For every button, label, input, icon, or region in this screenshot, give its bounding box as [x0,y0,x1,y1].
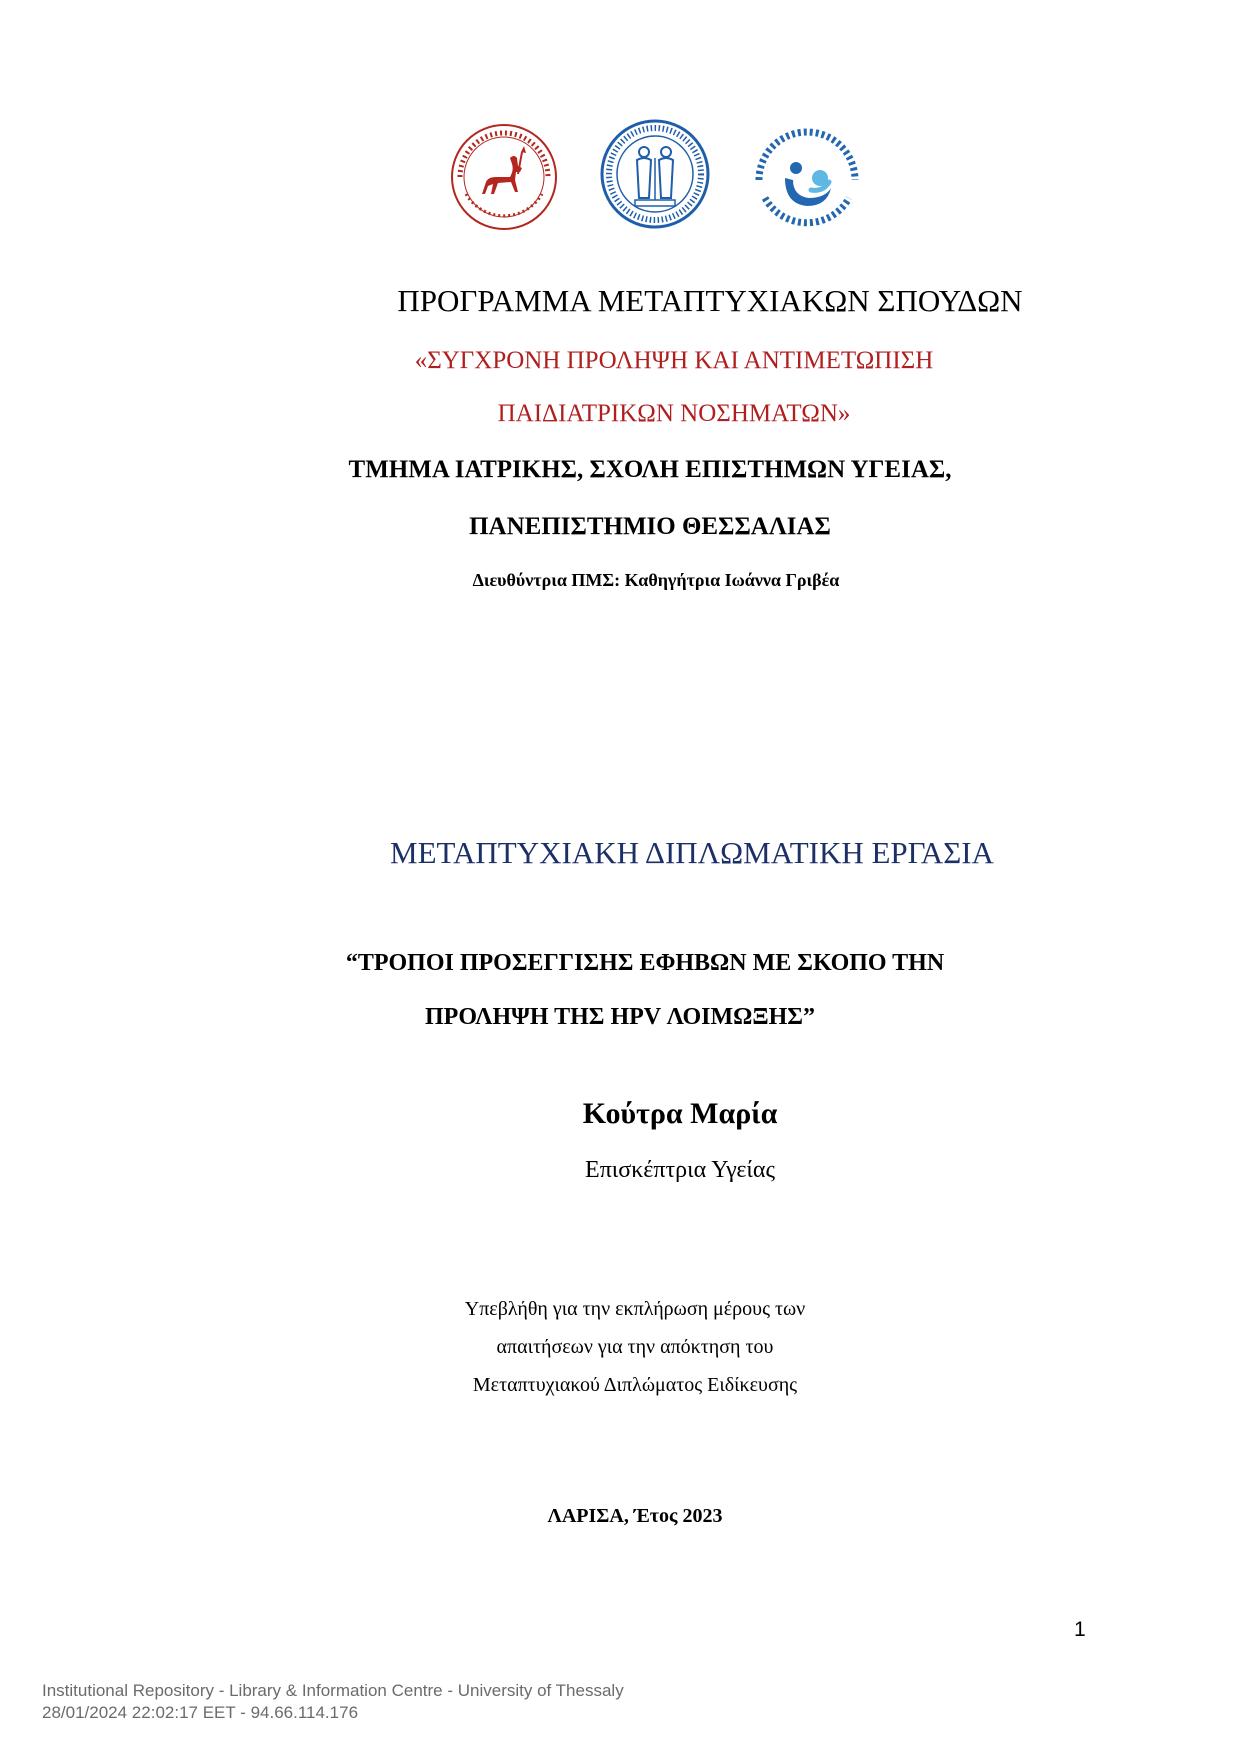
university-of-thessaly-seal-icon [448,122,560,232]
thesis-title-line-2: ΠΡΟΛΗΨΗ ΤΗΣ HPV ΛΟΙΜΩΞΗΣ” [425,1004,815,1030]
page-number: 1 [1074,1618,1086,1641]
footer-line-1: Institutional Repository - Library & Information Centre - University of Thessaly [42,1681,624,1700]
logos-row [0,118,1240,238]
department-line-1: ΤΜΗΜΑ ΙΑΤΡΙΚΗΣ, ΣΧΟΛΗ ΕΠΙΣΤΗΜΩΝ ΥΓΕΙΑΣ, [348,456,952,483]
medical-school-seal-icon [599,118,711,230]
submission-line-1: Υπεβλήθη για την εκπλήρωση μέρους των [464,1298,806,1320]
program-title-line-2: ΠΑΙΔΙΑΤΡΙΚΩΝ ΝΟΣΗΜΑΤΩΝ» [497,400,851,427]
place-and-year: ΛΑΡΙΣΑ, Έτος 2023 [547,1505,723,1527]
thesis-title-line-1: “ΤΡΟΠΟΙ ΠΡΟΣΕΓΓΙΣΗΣ ΕΦΗΒΩΝ ΜΕ ΣΚΟΠΟ ΤΗΝ [345,950,945,976]
author-role: Επισκέπτρια Υγείας [585,1157,775,1183]
repository-footer [42,1680,624,1724]
department-line-2: ΠΑΝΕΠΙΣΤΗΜΙΟ ΘΕΣΣΑΛΙΑΣ [469,513,831,540]
author-name: Κούτρα Μαρία [582,1097,778,1130]
pediatric-clinic-logo-icon [745,118,869,242]
footer-line-2: 28/01/2024 22:02:17 EET - 94.66.114.176 [42,1703,359,1722]
submission-line-2: απαιτήσεων για την απόκτηση του [496,1336,774,1358]
program-heading: ΠΡΟΓΡΑΜΜΑ ΜΕΤΑΠΤΥΧΙΑΚΩΝ ΣΠΟΥΔΩΝ [397,283,1023,318]
submission-line-3: Μεταπτυχιακού Διπλώματος Ειδίκευσης [472,1374,798,1396]
thesis-type-heading: ΜΕΤΑΠΤΥΧΙΑΚΗ ΔΙΠΛΩΜΑΤΙΚΗ ΕΡΓΑΣΙΑ [390,835,994,870]
program-title-line-1: «ΣΥΓΧΡΟΝΗ ΠΡΟΛΗΨΗ ΚΑΙ ΑΝΤΙΜΕΤΩΠΙΣΗ [414,347,934,374]
program-director: Διευθύντρια ΠΜΣ: Καθηγήτρια Ιωάννα Γριβέα [472,570,840,590]
